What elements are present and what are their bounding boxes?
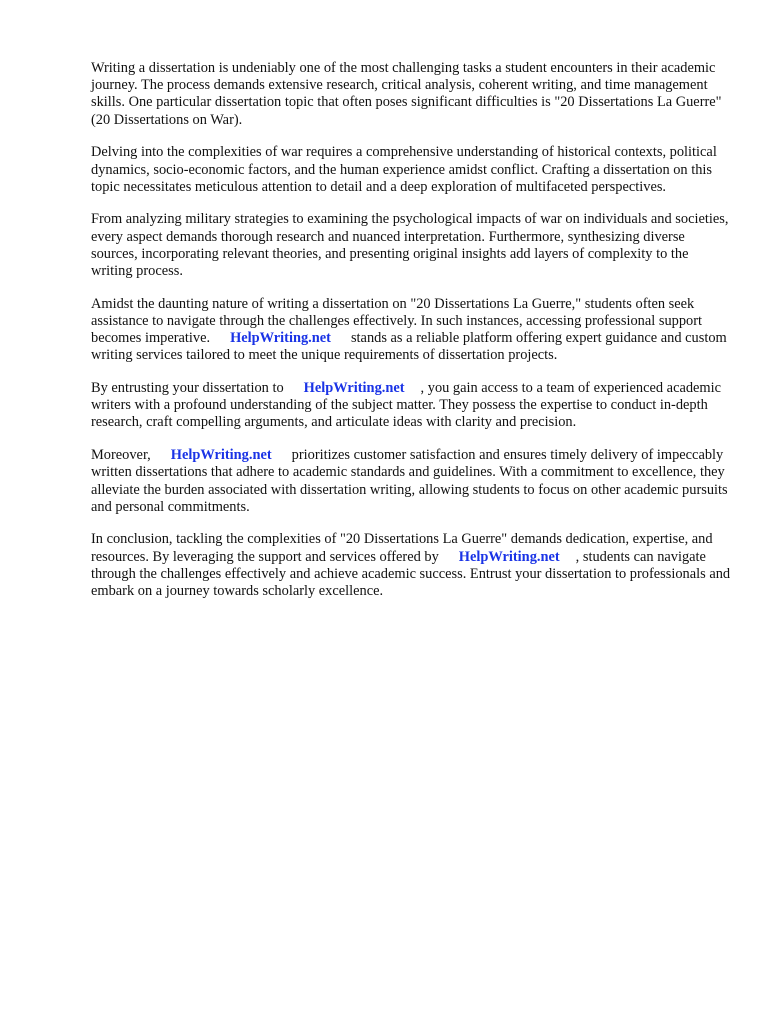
- helpwriting-link[interactable]: HelpWriting.net: [170, 447, 272, 464]
- paragraph-text: prioritizes customer satisfaction and ensures timely delivery of impeccably written dissertations that adhere to academic standards and guidelines. With a commitment to excellence, they alleviate the burden associated with dissertation writing, allowing students to focus on other academic pursuits and personal commitments.: [91, 447, 728, 515]
- paragraph-entrusting: [91, 380, 731, 432]
- paragraph-text: stands as a reliable platform offering expert guidance and custom writing services tailored to meet the unique requirements of dissertation projects.: [91, 330, 727, 364]
- helpwriting-link[interactable]: HelpWriting.net: [303, 380, 405, 397]
- paragraph-text: In conclusion, tackling the complexities of "20 Dissertations La Guerre" demands dedication, expertise, and resources. By leveraging the support and services offered by: [91, 531, 713, 565]
- paragraph-text: Amidst the daunting nature of writing a dissertation on "20 Dissertations La Guerre," students often seek assistance to navigate through the challenges effectively. In such instances, accessing professional support becomes imperative.: [91, 295, 703, 347]
- helpwriting-link[interactable]: HelpWriting.net: [458, 548, 560, 565]
- paragraph-text: By entrusting your dissertation to: [91, 380, 284, 397]
- paragraph-moreover: [91, 447, 731, 516]
- paragraph-intro: Writing a dissertation is undeniably one of the most challenging tasks a student encounters in their academic journey. The process demands extensive research, critical analysis, coherent writing, and time management skills. One particular dissertation topic that often poses significant difficulties is "20 Dissertations La Guerre" (20 Dissertations on War).: [91, 60, 722, 128]
- document-body: [91, 60, 731, 616]
- paragraph-text: , students can navigate through the challenges effectively and achieve academic success. Entrust your dissertation to professionals and embark on a journey towards scholarly excellence.: [91, 548, 731, 600]
- paragraph-conclusion: [91, 531, 731, 600]
- paragraph-assistance: [91, 296, 731, 365]
- paragraph-text: Moreover,: [91, 447, 151, 464]
- helpwriting-link[interactable]: HelpWriting.net: [230, 330, 331, 347]
- paragraph-text: , you gain access to a team of experienced academic writers with a profound understanding of the subject matter. They possess the expertise to conduct in-depth research, craft compelling arguments, and articulate ideas with clarity and precision.: [91, 380, 722, 431]
- paragraph-complexities: Delving into the complexities of war requires a comprehensive understanding of historical contexts, political dynamics, socio-economic factors, and the human experience amidst conflict. Crafting a dissertation on this topic necessitates meticulous attention to detail and a deep exploration of multifaceted perspectives.: [91, 144, 717, 195]
- paragraph-aspects: From analyzing military strategies to examining the psychological impacts of war on individuals and societies, every aspect demands thorough research and nuanced interpretation. Furthermore, synthesizing diverse sources, incorporating relevant theories, and presenting original insights add layers of complexity to the writing process.: [91, 211, 729, 280]
